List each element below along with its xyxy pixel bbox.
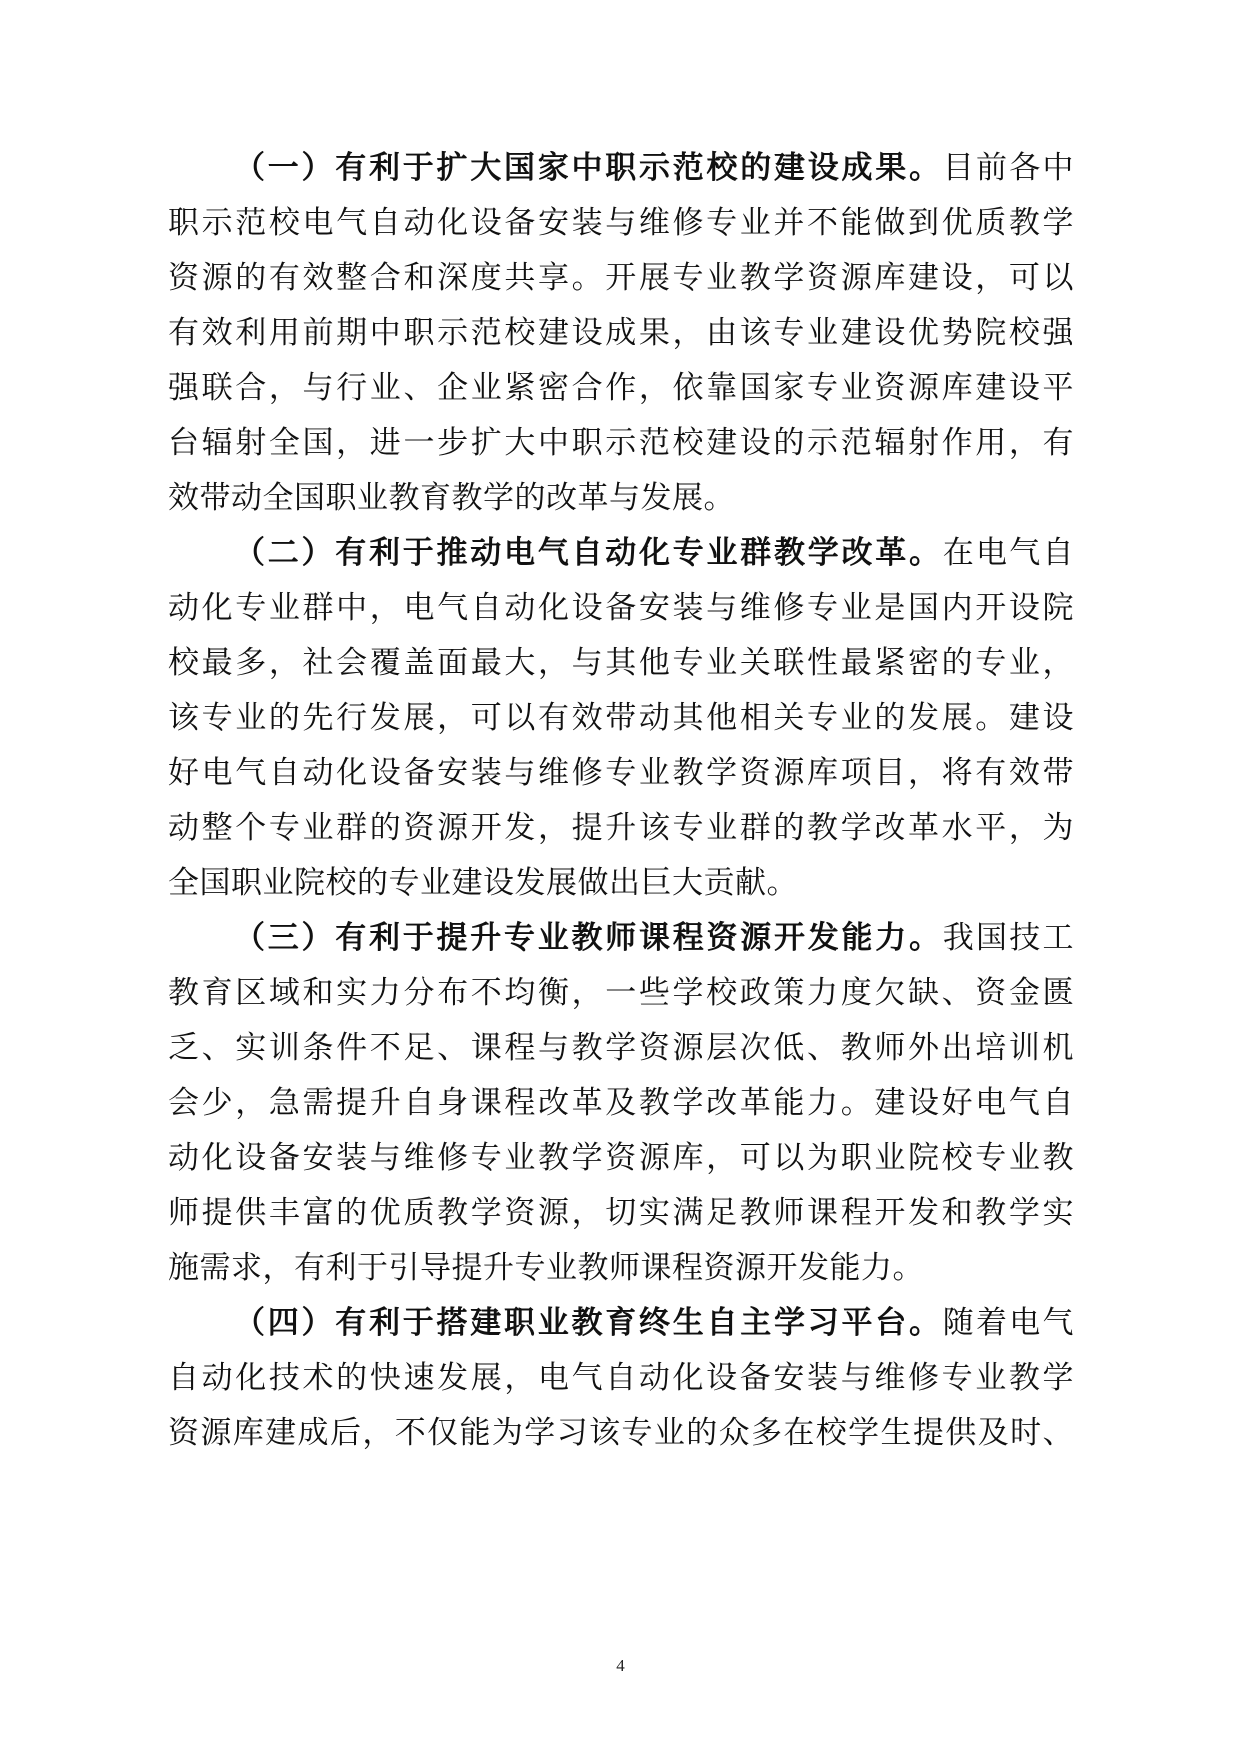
paragraph-3-first-line xyxy=(234,913,1074,963)
paragraph-4-lead-text: 随着电气 xyxy=(942,1305,1074,1341)
page-number: 4 xyxy=(616,1656,625,1675)
paragraph-2-line: 该专业的先行发展，可以有效带动其他相关专业的发展。建设 xyxy=(168,700,1074,736)
paragraph-1-line: 强联合，与行业、企业紧密合作，依靠国家专业资源库建设平 xyxy=(168,370,1074,406)
paragraph-3-line: 会少，急需提升自身课程改革及教学改革能力。建设好电气自 xyxy=(168,1085,1074,1121)
paragraph-3-line: 乏、实训条件不足、课程与教学资源层次低、教师外出培训机 xyxy=(168,1030,1074,1066)
paragraph-1-line: 效带动全国职业教育教学的改革与发展。 xyxy=(168,480,735,516)
paragraph-2-heading: （二）有利于推动电气自动化专业群教学改革。 xyxy=(234,535,943,571)
paragraph-2-line: 校最多，社会覆盖面最大，与其他专业关联性最紧密的专业， xyxy=(168,645,1074,681)
paragraph-4-line: 自动化技术的快速发展，电气自动化设备安装与维修专业教学 xyxy=(168,1360,1074,1396)
paragraph-2-line: 动整个专业群的资源开发，提升该专业群的教学改革水平，为 xyxy=(168,810,1074,846)
paragraph-1-line: 台辐射全国，进一步扩大中职示范校建设的示范辐射作用，有 xyxy=(168,425,1074,461)
paragraph-3-lead-text: 我国技工 xyxy=(942,920,1074,956)
paragraph-3-line: 师提供丰富的优质教学资源，切实满足教师课程开发和教学实 xyxy=(168,1195,1074,1231)
paragraph-2-line: 动化专业群中，电气自动化设备安装与维修专业是国内开设院 xyxy=(168,590,1074,626)
paragraph-2-line: 全国职业院校的专业建设发展做出巨大贡献。 xyxy=(168,865,798,901)
paragraph-3-line: 动化设备安装与维修专业教学资源库，可以为职业院校专业教 xyxy=(168,1140,1074,1176)
paragraph-2-first-line xyxy=(234,528,1074,578)
paragraph-4-first-line xyxy=(234,1298,1074,1348)
paragraph-2-line: 好电气自动化设备安装与维修专业教学资源库项目，将有效带 xyxy=(168,755,1074,791)
paragraph-1-heading: （一）有利于扩大国家中职示范校的建设成果。 xyxy=(234,150,943,186)
paragraph-4-line: 资源库建成后，不仅能为学习该专业的众多在校学生提供及时、 xyxy=(168,1415,1074,1451)
paragraph-3-line: 施需求，有利于引导提升专业教师课程资源开发能力。 xyxy=(168,1250,924,1286)
paragraph-1-line: 职示范校电气自动化设备安装与维修专业并不能做到优质教学 xyxy=(168,205,1074,241)
paragraph-3-line: 教育区域和实力分布不均衡，一些学校政策力度欠缺、资金匮 xyxy=(168,975,1074,1011)
paragraph-4-heading: （四）有利于搭建职业教育终生自主学习平台。 xyxy=(234,1305,943,1341)
paragraph-1-line: 有效利用前期中职示范校建设成果，由该专业建设优势院校强 xyxy=(168,315,1074,351)
paragraph-2-lead-text: 在电气自 xyxy=(942,535,1074,571)
paragraph-1-lead-text: 目前各中 xyxy=(942,150,1074,186)
paragraph-1-line: 资源的有效整合和深度共享。开展专业教学资源库建设，可以 xyxy=(168,260,1074,296)
paragraph-1-first-line xyxy=(234,143,1074,193)
paragraph-3-heading: （三）有利于提升专业教师课程资源开发能力。 xyxy=(234,920,943,956)
